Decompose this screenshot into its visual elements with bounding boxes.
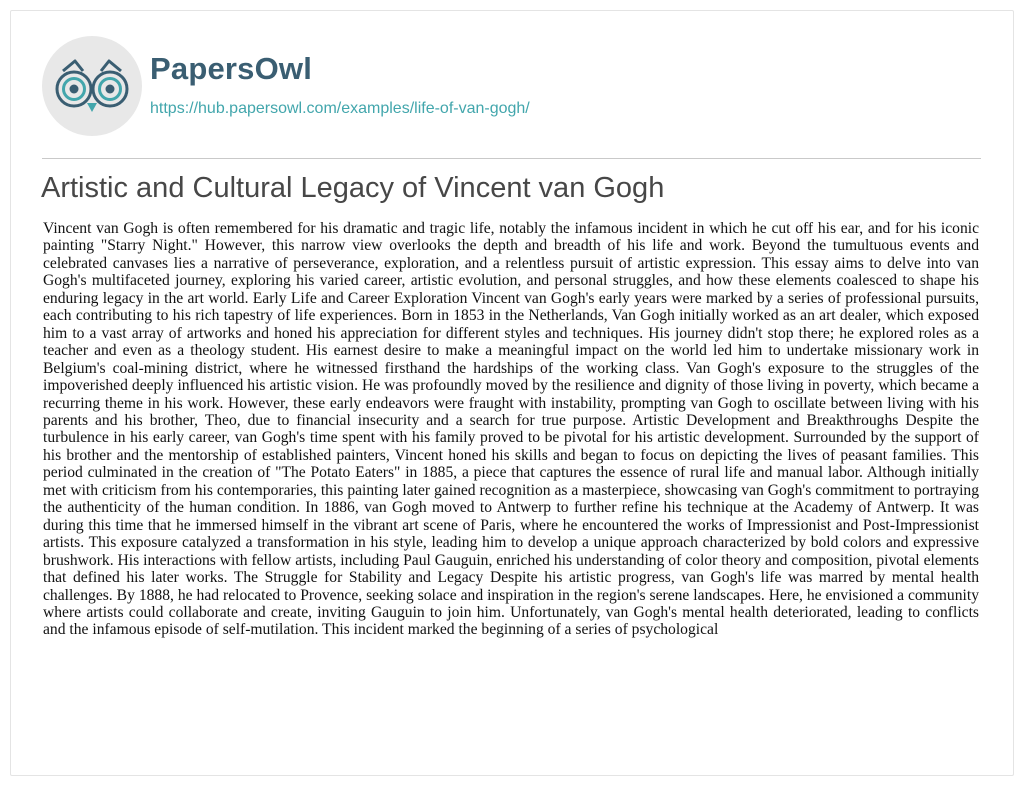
essay-body: Vincent van Gogh is often remembered for his dramatic and tragic life, notably the infamous incident in which he cut off his ear, and for his iconic painting "Starry Night." However, this narrow view overlooks the depth and breadth of his life and work. Beyond the tumultuous events and celebrated canvases lies a narrative of perseverance, exploration, and a relentless pursuit of artistic expression. This essay aims to delve into van Gogh's multifaceted journey, exploring his varied career, artistic evolution, and personal struggles, and how these elements coalesced to shape his enduring legacy in the art world. Early Life and Career Exploration Vincent van Gogh's early years were marked by a series of professional pursuits, each contributing to his rich tapestry of life experiences. Born in 1853 in the Netherlands, Van Gogh initially worked as an art dealer, which exposed him to a vast array of artworks and honed his appreciation for different styles and techniques. His journey didn't stop there; he explored roles as a teacher and even as a theology student. His earnest desire to make a meaningful impact on the world led him to undertake missionary work in Belgium's coal-mining district, where he witnessed firsthand the hardships of the working class. Van Gogh's exposure to the struggles of the impoverished deeply influenced his artistic vision. He was profoundly moved by the resilience and dignity of those living in poverty, which became a recurring theme in his work. However, these early endeavors were fraught with instability, prompting van Gogh to oscillate between living with his parents and his brother, Theo, due to financial insecurity and a search for true purpose. Artistic Development and Breakthroughs Despite the turbulence in his early career, van Gogh's time spent with his family proved to be pivotal for his artistic development. Surrounded by the support of his brother and the mentorship of established painters, Vincent honed his skills and began to focus on depicting the lives of peasant families. This period culminated in the creation of "The Potato Eaters" in 1885, a piece that captures the essence of rural life and manual labor. Although initially met with criticism from his contemporaries, this painting later gained recognition as a masterpiece, showcasing van Gogh's commitment to portraying the authenticity of the human condition. In 1886, van Gogh moved to Antwerp to further refine his technique at the Academy of Antwerp. It was during this time that he immersed himself in the vibrant art scene of Paris, where he encountered the works of Impressionist and Post-Impressionist artists. This exposure catalyzed a transformation in his style, leading him to develop a unique approach characterized by bold colors and expressive brushwork. His interactions with fellow artists, including Paul Gauguin, enriched his understanding of color theory and composition, pivotal elements that defined his later works. The Struggle for Stability and Legacy Despite his artistic progress, van Gogh's life was marred by mental health challenges. By 1888, he had relocated to Provence, seeking solace and inspiration in the region's serene landscapes. Here, he envisioned a community where artists could collaborate and create, inviting Gauguin to join him. Unfortunately, van Gogh's mental health deteriorated, leading to conflicts and the infamous episode of self-mutilation. This incident marked the beginning of a series of psychological [43, 220, 979, 639]
brand-name: PapersOwl [150, 51, 313, 86]
brand-block [150, 52, 530, 120]
source-url-link[interactable]: https://hub.papersowl.com/examples/life-of-van-gogh/ [150, 100, 530, 117]
page-title: Artistic and Cultural Legacy of Vincent van Gogh [41, 172, 665, 204]
owl-logo-icon [42, 36, 142, 136]
header-divider [42, 158, 981, 159]
site-header [42, 36, 530, 136]
